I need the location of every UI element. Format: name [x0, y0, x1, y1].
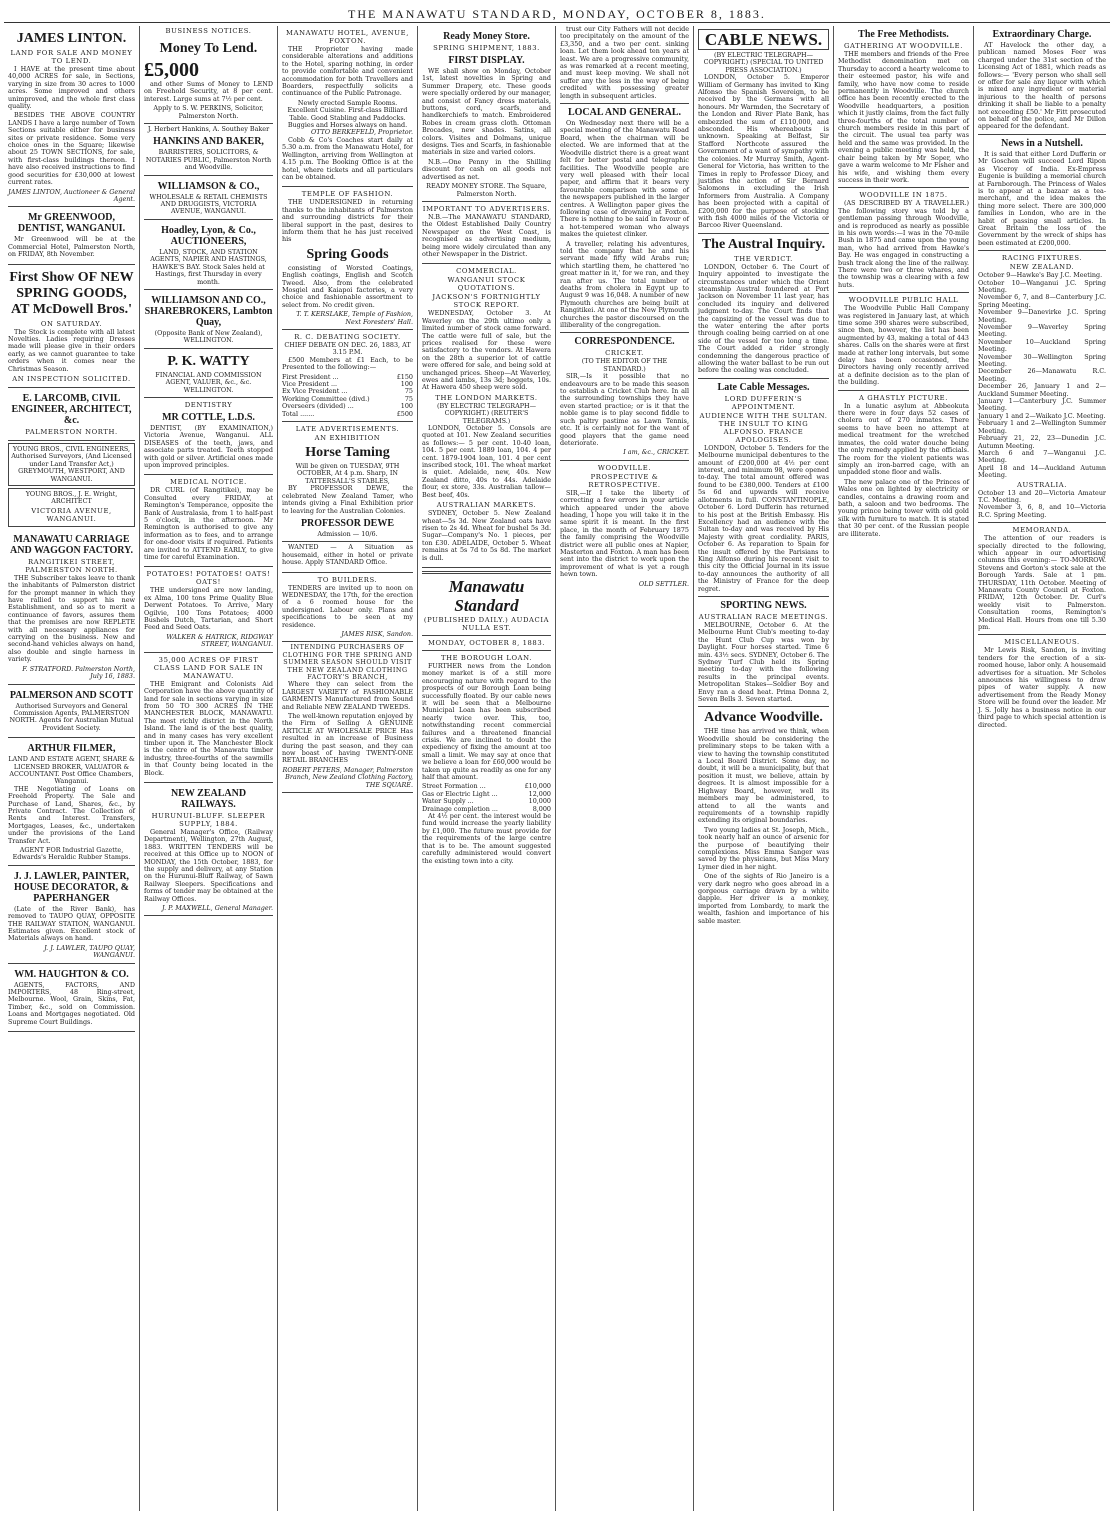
section-body: WEDNESDAY, October 3. At Waverley on the 29th ultimo only a limited number of stock came forward. The cattle were full of sale, but the prices realised for these were satisfactory to the vendors. At Hawera on the 28th a superior lot of cattle were offered for sale, and being sold at unchanged prices. Sheep—At Waverley, ewes and lambs, 13s 3d; hoggets, 10s. At Hawera 450 sheep were sold. [422, 309, 551, 392]
ad-signature: J. P. MAXWELL, General Manager. [162, 904, 273, 913]
ad-name: PROFESSOR DEWE [300, 517, 395, 529]
column-6 [694, 26, 834, 1511]
ad-signature: JAMES LINTON, Auctioneer & General Agent. [8, 187, 135, 203]
ad-subtitle: LAND FOR SALE AND MONEY TO LEND. [10, 49, 133, 65]
ad-signature: JAMES RISK, Sandon. [341, 629, 413, 638]
ad-title: Horse Taming [305, 445, 390, 461]
column-4 [418, 26, 556, 1511]
section-body: THE time has arrived we think, when Woodville should be considering the preliminary steps to be taken with a view to having the township constituted a Local Board District. Some day, no doubt, it will be a municipality, but that position it must, we believe, attain by degrees. It is almost impossible for a Highway Board, however, well its members may be administered, to attend to all the wants and requirements of a township rapidly extending its original boundaries. [698, 727, 829, 825]
loan-table [422, 783, 551, 813]
section-body: MELBOURNE, October 6. At the Melbourne Hunt Club's meeting to-day the Hunt Club Cup was won by Daylight. Four horses started. Time 6 min. 43½ secs. SYDNEY, October 6. The Sydney Turf Club held its Spring meeting to-day with the following results in the principal events. Metropolitan Stakes—Soldier Boy and Envy ran a dead heat. Prima Donna 2, Seven Bells 3. Seven started. [698, 620, 829, 704]
section-title: Late Cable Messages. [717, 381, 810, 393]
ad-haughton [8, 964, 135, 1032]
ad-title: P. K. WATTY [167, 353, 250, 369]
column-8 [974, 26, 1110, 1511]
ad-title: NEW ZEALAND RAILWAYS. [170, 787, 247, 810]
section-subtitle: (BY ELECTRIC TELEGRAPH—COPYRIGHT.) (SPECIAL TO UNITED PRESS ASSOCIATION.) [703, 51, 824, 74]
ad-title: WILLIAMSON AND CO., SHAREBROKERS, Lambton Quay, [144, 294, 273, 328]
race-item: February 21, 22, 23—Dunedin J.C. Autumn Meeting. [978, 434, 1106, 450]
divider [978, 250, 1106, 251]
prize-label: Ex Vice President ... [282, 387, 348, 396]
section-title: Extraordinary Charge. [992, 29, 1092, 40]
ad-temple-of-fashion [282, 187, 413, 330]
ad-debating-society [282, 330, 413, 422]
prize-total: £500 [396, 409, 413, 418]
section-title: WOODVILLE IN 1875. [859, 191, 948, 200]
section-subtitle: NEW ZEALAND. [1009, 263, 1075, 272]
race-list [978, 490, 1106, 520]
prize-label: First President ... [282, 372, 339, 381]
section-body: LONDON, October 5. Emperor William of Germany has invited to King Alfonso the Spanish Sovereign, to be received by the Germans with all honours. Mr Warmden, the Secretary of the London and River Plate Bank, has embezzled the sum of £110,000, and absconded. His whereabouts is unknown. Speaking at Belfast, Sir Stafford Northcote assured the Government of a want of sympathy with the colonies. Mr Murray Smith, Agent-General for Victoria, has written to the Times in reply to Professor Dicey, and justifies the action of Sir Bernard Salomons in excluding the Irish Informers from Australia. A Company has been projected with a capital of £200,000 for the purpose of stocking with fish 4000 miles of the Victoria or Barcoo River Queensland. [698, 73, 829, 230]
column-3 [278, 26, 418, 1511]
section-commercial [422, 264, 551, 568]
ad-body: THE Subscriber takes leave to thank the inhabitants of Palmerston district for the prompt manner in which they have rallied to support his new Establishment, and so as to merit a continuance of favors, assures them that the premises are now REPLETE with all necessary appliances for carrying on the business. New and second-hand vehicles always on hand, also double and single harness in variety. [8, 573, 135, 664]
ad-title: TEMPLE OF FASHION. [301, 190, 394, 199]
section-body: AT Havelock the other day, a publican named Moses Feer was charged under the 31st section of the Licensing Act of 1881, which reads as follows:— 'Every person who shall sell or offer for sale any liquor with which is mixed any ingredient or material injurious to the health of persons drinking it shall be liable to a penalty not exceeding £50.' Mr Fitt prosecuted on behalf of the police, and Mr Dillon appeared for the defendant. [978, 41, 1106, 131]
ad-place: VICTORIA AVENUE, WANGANUI. [31, 506, 112, 523]
section-body: In a lunatic asylum at Abbeokuta there were in four days 52 cases of cholera out of 270 inmates. There seems to have been no attempt at medical treatment for the wretched inmates, the cold water douche being the only remedy applied by the officials. The room for the violent patients was simply an iron-barred cage, with an unpadded stone floor and walls. [838, 401, 969, 477]
section-title: RACING FIXTURES. [1001, 254, 1083, 263]
ad-title: R. C. DEBATING SOCIETY. [294, 333, 401, 341]
race-item: December 26—Manawatu R.C. Meeting. [978, 367, 1106, 383]
column-2 [140, 26, 278, 1511]
section-heading: LORD DUFFERIN'S APPOINTMENT. [724, 394, 803, 411]
ad-heading: INTENDING PURCHASERS OF CLOTHING FOR THE SPRING AND SUMMER SEASON SHOULD VISIT THE NEW ZEALAND CLOTHING FACTORY'S BRANCH, [282, 643, 413, 681]
section-body: Two young ladies at St. Joseph, Mich., took nearly half an ounce of arsenic for the purpose of beautifying their complexions. Miss Emma Sanger was saved by the physicians, but Miss Mary Lymer died in her night. [698, 825, 829, 871]
section-title: WOODVILLE PUBLIC HALL [848, 296, 959, 305]
ad-subtitle: HURUNUI-BLUFF. SLEEPER SUPPLY, 1884. [151, 811, 266, 828]
race-item: November 30—Wellington Spring Meeting. [978, 352, 1106, 369]
section-title: MISCELLANEOUS. [1004, 638, 1080, 647]
section-subtitle: THE VERDICT. [734, 254, 793, 263]
ad-body: LAND, STOCK, AND STATION AGENTS, NAPIER AND HASTINGS, HAWKE'S BAY. Stock Sales held at Hastings, first Thursday in every month. [150, 247, 267, 286]
section-heading: WOODVILLE. [597, 463, 652, 472]
ad-title: MR COTTLE, L.D.S. [162, 411, 255, 423]
section-subtitle: AUDIENCE WITH THE SULTAN. THE INSULT TO KING ALFONSO. FRANCE APOLOGISES. [699, 411, 828, 444]
ad-body: (Late of the River Bank), has removed to TAUPO QUAY, OPPOSITE THE RAILWAY STATION, WANGANUI. Estimates given. Excellent stock of Materials always on hand. [8, 904, 135, 943]
prize-value: 100 [400, 402, 413, 411]
ad-body: Authorised Surveyors and General Commission Agents, PALMERSTON NORTH. Agents for Australian Mutual Provident Society. [9, 701, 134, 732]
ad-title: ARTHUR FILMER, [27, 743, 116, 755]
paper-title: Manawatu Standard [448, 576, 525, 615]
race-item: October 13 and 20—Victoria Amateur T.C. Meeting. [978, 488, 1106, 504]
section-body: (AS DESCRIBED BY A TRAVELLER.) The following story was told by a gentleman passing through Woodville, and is reproduced as nearly as possible in his own words:—I was in the 70-mile Bush in 1875 and came upon the young man, who had arrived from Hawke's Bay. He was engaged in constructing a bush track along the line of the railway. There were two or three whares, and the township was a clearing with a few huts. [838, 199, 969, 289]
prize-label: Vice President ... [282, 380, 338, 389]
ad-place: PALMERSTON NORTH. [25, 427, 118, 436]
ad-admission: Admission — 10/6. [317, 529, 378, 538]
race-item: December 26, January 1 and 2—Auckland Summer Meeting. [978, 382, 1106, 398]
section-body: LONDON, October 6. The Court of Inquiry appointed to investigate the circumstances under which the Orient steamship Austral foundered at Port Jackson on November 11 last year, has concluded its inquiry and delivered judgment to-day. The Court finds that the capsizing of the vessel was due to the water entering the after ports through coaling being carried on at one side of the vessel for too long a time. The Court added a rider strongly condemning the dangerous practice of allowing the water ballast to be run out before the coaling was concluded. [698, 262, 829, 375]
ad-title: J. J. LAWLER, PAINTER, HOUSE DECORATOR, & PAPERHANGER [13, 870, 130, 904]
ad-carriage-factory [8, 529, 135, 685]
ad-body: (Opposite Bank of New Zealand), WELLINGTON. [154, 328, 263, 345]
ad-land-sale [144, 653, 273, 783]
race-item: November 9—Danevirke J.C. Spring Meeting. [978, 308, 1106, 324]
race-item: November 10—Auckland Spring Meeting. [978, 337, 1106, 354]
ad-body: £500 Members at £1 Each, to be Presented to the following:— [282, 355, 413, 372]
loan-label: Drainage completion ... [422, 804, 498, 813]
divider [698, 706, 829, 707]
section-body: LONDON, October 5. Tenders for the Melbourne municipal debentures to the amount of £200,000 at 4½ per cent interest, and minimum 98, were opened to-day. The total amount offered was found to be £380,000. Tenders at £100 5s 6d and upwards will receive allotments in full. CONSTANTINOPLE, October 6. Lord Dufferin has returned to his post at the British Embassy. His Excellency had an audience with the Sultan to-day and was received by His Majesty with great cordiality. PARIS, October 6. As reparation to Spain for the insult offered by the Parisians to King Alfonso during his recent visit to this city the Official Journal in its issue to-day announces the authority of all the Ministry of France for the deep regret. [698, 443, 829, 593]
section-subtitle: (TO THE EDITOR OF THE STANDARD.) [581, 357, 668, 373]
ad-closing: AN INSPECTION SOLICITED. [12, 374, 131, 383]
letter-body: SIR,—If I take the liberty of correcting a few errors in your article which appeared under the above heading, I hope you will take it in the same spirit it is meant. In the first place, in the month of February 1875 the family comprising the Woodville district were all public ones at Napier, Masterton and Foxton. A man has been sent into the district to work upon the improvement of what is yet a rough hewn town. [560, 488, 689, 579]
prize-values [397, 374, 413, 418]
ad-subtitle: LAND AND ESTATE AGENT, SHARE & LICENSED BROKER, VALUATOR & ACCOUNTANT. Post Office Chambers, Wanganui. [8, 755, 135, 786]
prize-labels [282, 374, 370, 418]
ad-title: YOUNG BROS., J. E. Wright, ARCHITECT [25, 490, 118, 506]
loan-label: Gas or Electric Light ... [422, 789, 498, 798]
ad-body: WANTED — A Situation as housemaid, either in hotel or private house. Apply STANDARD Office. [282, 543, 413, 567]
divider [560, 460, 689, 461]
race-item: October 10—Wanganui J.C. Spring Meeting. [978, 278, 1106, 294]
ad-body: WHOLESALE & RETAIL CHEMISTS AND DRUGGISTS, VICTORIA AVENUE, WANGANUI. [149, 192, 268, 216]
ad-body: THE undersigned are now landing, ex Alma, 100 tons Prime Quality Blue Derwent Potatoes. To Arrive, Mary Ogilvie, 100 Tons Potatoes; 4000 Bushels Dutch, Tartarian, and Short Feed and Seed Oats. [144, 586, 273, 632]
section-body: One of the sights of Rio Janeiro is a very dark negro who goes abroad in a gorgeous carriage drawn by a white dapple. Her driver is a monkey, imported from Lombardy, to mark the wealth, fashion and importance of his sable master. [698, 872, 829, 925]
column-5 [556, 26, 694, 1511]
ad-ready-money-store [422, 26, 551, 202]
ad-body: FINANCIAL AND COMMISSION AGENT, VALUER, &c., &c. WELLINGTON. [155, 370, 262, 394]
editorial-title: THE BOROUGH LOAN. [440, 653, 533, 662]
ad-title: YOUNG BROS., CIVIL ENGINEERS, Authorised Surveyors, (And Licensed under Land Transfer Act,) GREYMOUTH, WESTPORT, AND WANGANUI. [11, 444, 132, 483]
section-body: The attention of our readers is specially directed to the following, which appear in our advertising columns this evening:— TO-MORROW. Stevens and Gorton's stock sale at the Borough Yards. Sale at 1 pm. THURSDAY, 11th October. Meeting of Manawatu County Council at Foxton. FRIDAY, 12th October. Dr. Curl's weekly visit to Palmerston. Consultation rooms, Remington's Medical Hall. Hours from one till 5.30 pm. [978, 534, 1106, 632]
ad-subtitle: ON SATURDAY. [40, 319, 103, 328]
ad-body: The Stock is complete with all latest Novelties. Ladies requiring Dresses made will please give in their orders early, as we cannot guarantee to take orders when it comes near the Christmas Season. [8, 327, 135, 373]
ad-heading: AN EXHIBITION [314, 434, 381, 443]
ad-signature: F. STRATFORD. Palmerston North, July 16, 1883. [22, 664, 135, 681]
ad-names: J. Herbert Hankins, A. Southey Baker [147, 125, 270, 134]
race-item: November 9—Waverley Spring Meeting. [978, 323, 1106, 339]
loan-values [525, 783, 551, 813]
ad-hoadley-lyon [144, 220, 273, 290]
ad-nz-railways [144, 783, 273, 916]
editorial-body: FURTHER news from the London money market is of a still more encouraging nature with regard to the prospects of our Borough Loan being successfully floated. By our cable news it will be seen that a Melbourne Municipal Loan has been subscribed nearly twice over. This, too, notwithstanding recent commercial failures and a threatened financial crisis. We are inclined to doubt the expediency of fixing the amount at too small a limit. We may say at once that we believe a loan for £60,000 would be taken up quite as readily as one for any half that amount. [422, 661, 551, 782]
section-heading: JACKSON'S FORTNIGHTLY STOCK REPORT. [432, 293, 541, 310]
ad-greenwood-dentist [8, 207, 135, 264]
ad-body: consisting of Worsted Coatings, English coatings, English and Scotch Tweed. Also, from the celebrated Mosgiel and Kaiapoi factories, a very choice and fashionable assortment to select from. No credit given. [282, 263, 413, 309]
ad-young-bros-engineers [8, 443, 135, 486]
ad-signature: J. J. LAWLER, TAUPO QUAY, WANGANUI. [44, 943, 135, 960]
ad-title: MANAWATU CARRIAGE AND WAGGON FACTORY. [10, 533, 133, 556]
paper-date: MONDAY, OCTOBER 8, 1883. [427, 638, 546, 647]
section-subtitle: WANGANUI STOCK QUOTATIONS. [447, 276, 526, 293]
ad-body: THE UNDERSIGNED in returning thanks to the inhabitants of Palmerston and surrounding districts for their liberal support in the past, desires to inform them that he has just received his [282, 198, 413, 244]
section-title: COMMERCIAL. [456, 267, 517, 276]
ad-agent: AGENT FOR Industrial Gazette, Edwards's Heraldic Rubber Stamps. [12, 846, 131, 862]
prize-value: 100 [400, 380, 413, 389]
divider [978, 522, 1106, 523]
notice-advertisers [422, 202, 551, 264]
race-item: February 1 and 2—Wellington Summer Meeting. [978, 419, 1106, 435]
section-subtitle: AUSTRALIAN RACE MEETINGS. [698, 612, 829, 621]
section-heading: CRICKET. [605, 349, 644, 358]
race-item: January 1—Canterbury J.C. Summer Meeting. [978, 397, 1106, 413]
prize-value: £150 [396, 372, 413, 381]
ad-place: RANGITIKEI STREET, PALMERSTON NORTH. [25, 557, 118, 574]
ad-title: First Show OF NEW SPRING GOODS, AT McDowell Bros.' [9, 269, 134, 317]
editorial-continued: trust our City Fathers will not decide too precipitately on the amount of the £3,350, and a two per cent. sinking loan. Let them look ahead ten years at least. We are a progressive community, as was remarked at a recent meeting, and must keep moving. We shall not suffer any the less in the way of being credited with possessing greater length in subsequent articles. [560, 26, 689, 100]
ad-body: Cobb & Co's Coaches start daily at 5.30 a.m. from the Manawatu Hotel, for Wellington, arriving from Wellington at 4.15 p.m. The Booking Office is at the hotel, where tickets and all particulars can be obtained. [282, 135, 413, 181]
section-body: Mr Lewis Risk, Sandon, is inviting tenders for the erection of a six-roomed house, labor only. A housemaid advertises for a situation. Mr Scholes announces his willingness to draw pipes of water supply. A new advertisement from the Ready Money Store will be found over the leader. Mr J. S. Jolly has a business notice in our third page to which special attention is directed. [978, 646, 1106, 729]
race-item: October 9—Hawke's Bay J.C. Meeting. [978, 271, 1103, 280]
ad-potatoes [144, 567, 273, 652]
letter-body: SIR,—Is it possible that no endeavours are to be made this season to establish a Cricket Club here. In all the surrounding townships they have even started practice; or is it that the noble game is to play second fiddle to such paltry pastime as Lawn Tennis, etc. It is certainly not for the want of good players that the game need deteriorate. [560, 372, 689, 447]
ad-body: THE Proprietor having made considerable alterations and additions to the Hotel, sparing nothing, in order to provide comfortable and convenient accommodation for both Travellers and Boarders, respectfully solicits a continuance of the Public Patronage. [282, 45, 413, 98]
prize-total-label: Total ....... [282, 409, 315, 418]
ad-title: WILLIAMSON & CO., [157, 180, 260, 192]
ad-signature: OTTO BERKEFELD, Proprietor. [310, 128, 413, 137]
ad-hankins-baker [144, 124, 273, 176]
loan-label: Water Supply ... [422, 797, 474, 806]
letter-signature: OLD SETTLER. [638, 579, 689, 588]
ad-subtitle: SPRING SHIPMENT, 1883. [433, 44, 540, 52]
editorial-body: At 4½ per cent. the interest would be fund would increase the yearly liability by £1,000. The future must provide for the requirements of the large centre that is to be. The amount suggested carefully administered would convert the existing town into a city. [422, 812, 551, 865]
ad-title: Money To Lend. [159, 41, 258, 56]
ad-body: I HAVE at the present time about 40,000 ACRES for sale, in Sections, varying in size from 30 acres to 1000 acres. Some improved and others unimproved, and the whole first class quality. [8, 65, 135, 111]
section-heading: BUSINESS NOTICES. [165, 27, 252, 35]
race-item: April 18 and 14—Auckland Autumn Meeting. [978, 463, 1106, 480]
ad-list: Newly erected Sample Rooms. Excellent Cuisine. First-class Billiard Table. Good Stabling and Paddocks. Buggies and Horses always on hand. [287, 98, 408, 130]
notice-body: N.B.—The MANAWATU STANDARD, the Oldest Established Daily Country Newspaper on the West Coast, is recognised as advertising medium, being more widely circulated than any other Newspaper in the District. [422, 212, 551, 258]
divider [698, 378, 829, 379]
editorial [422, 654, 551, 865]
ad-title: HANKINS AND BAKER, [153, 136, 264, 148]
ad-signature: READY MONEY STORE. The Square, Palmerston North. [426, 182, 547, 198]
ad-body: WE shall show on Monday, October 1st, latest novelties in Spring and Summer Drapery, etc. These goods were specially ordered by our manager, and consist of Fancy dress materials, buttons, cord, scarfs, and handkerchiefs to match. Embroidered Robes in cream grass cloth. Ottoman Brocades, new shades. Satins, all colors. Visites and Dolmans, unique designs. Ties and Scarfs, in fashionable materials in size and varied colors. [422, 67, 552, 157]
ad-signature: T. T. KERSLAKE, Temple of Fashion, Next Foresters' Hall. [296, 310, 413, 326]
ad-to-builders [282, 573, 413, 643]
ad-williamson-sharebrokers [144, 290, 273, 349]
divider [422, 571, 551, 574]
ad-title: MANAWATU HOTEL, AVENUE, FOXTON. [286, 29, 409, 45]
ad-body: BESIDES THE ABOVE COUNTRY LANDS I have a large number of Town Sections suitable either for business sites or private residence. Some very choice ones in the Square; likewise about 25 TOWN SECTIONS, for sale, with first-class buildings thereon. I have also received instructions to find good securities for £30,000 at lowest current rates. [8, 111, 135, 187]
section-title: Advance Woodville. [704, 710, 823, 726]
ad-title: WM. HAUGHTON & CO. [14, 968, 129, 980]
ad-body: THE Negotiating of Loans on Freehold Property. The Sale and Purchase of Land, Shares, &c., by Private Contract. The Collection of Rents and Interest. Transfers, Mortgages, Leases, &c., undertaken under the provisions of the Land Transfer Act. [8, 784, 135, 845]
ad-title: JAMES LINTON. [16, 31, 127, 46]
ad-body: DR CURL (of Rangitikei), may be Consulted every FRIDAY, at Remington's Temperance, opposite the Bank of Australasia, from 1 to half-past 5 o'clock, in the afternoon. Mr Remington is authorised to give any information as to fees, and to arrange for one-door visits if required. Patients are invited to ATTEND EARLY, to give time for careful Examination. [144, 486, 273, 562]
section-subtitle: PROSPECTIVE & RETROSPECTIVE. [588, 472, 661, 489]
section-body: The new palace one of the Princes of Wales one on lighted by electricity or candles, contains a drawing room and bath, a saloon and two bedrooms. The young prince being tower with old gold silk with furniture to match. It is stated that 30 per cent. of the Russian people are illiterate. [838, 477, 969, 538]
notice-title: IMPORTANT TO ADVERTISERS. [422, 204, 551, 213]
ad-body: DENTIST, (BY EXAMINATION,) Victoria Avenue, Wanganui. ALL DISEASES of the teeth, jaws, and associate parts treated. Teeth stopped with gold or silver. Artificial ones made upon improved principles. [144, 423, 273, 469]
ad-title: TO BUILDERS. [317, 575, 378, 584]
loan-value: £10,000 [524, 782, 551, 791]
ad-body: THE Emigrant and Colonists Aid Corporation have the above quantity of land for sale in sections varying in size from 50 TO 300 ACRES IN THE MANCHESTER BLOCK, MANAWATU. The most richly district in the North Island. The land is of the best quality, and in many cases has very excellent timber upon it. The Manchester Block is the centre of the Manawatu timber industry, three-fourths of the sawmills in that County being located in the Block. [144, 679, 273, 777]
section-subtitle: AUSTRALIA. [1016, 480, 1068, 489]
race-list [978, 272, 1106, 479]
divider [838, 390, 969, 391]
ad-title: Mr GREENWOOD, DENTIST, WANGANUI. [17, 212, 126, 235]
ad-wanted [282, 542, 413, 572]
ad-title: E. LARCOMB, CIVIL ENGINEER, ARCHITECT, &c. [11, 392, 132, 426]
paper-subtitle: (PUBLISHED DAILY.) AUDACIA NULLA EST. [423, 615, 550, 632]
column-7 [834, 26, 974, 1511]
ad-medical-notice [144, 475, 273, 567]
prize-value: 75 [404, 387, 413, 396]
ad-title: PALMERSON AND SCOTT [9, 689, 134, 701]
ad-clothing-factory [282, 642, 413, 793]
section-body: On Wednesday next there will be a special meeting of the Manawatu Road Board, when the chairman will be elected. We are informed that at the Woodville district there is a great want felt for better postal and telegraphic facilities. The Woodville people are very well pleased with their local paper, and affirm that it bears very favourable comparison with some of the newspapers published in the larger centres. A Wellington paper gives the following case of drowning at Foxton. There is nothing to be said in favour of a hot-tempered woman who always makes the quietest clinker. [560, 119, 689, 239]
race-item: March 6 and 7—Wanganui J.C. Meeting. [978, 448, 1106, 465]
ad-heading: Spring Goods [306, 246, 389, 262]
ad-body: The well-known reputation enjoyed by the Firm of Selling A GENUINE ARTICLE AT WHOLESALE PRICE Has resulted in an increase of Business during the past season, and they can now boast of having TWENTY-ONE RETAIL BRANCHES [282, 712, 413, 765]
ad-arthur-filmer [8, 738, 135, 866]
ad-amount: £5,000 [144, 59, 199, 81]
ad-body: TENDERS are invited up to noon on WEDNESDAY, the 17th, for the erection of a 6 roomed house for the undersigned. Labour only. Plans and specifications to be seen at my residence. [282, 583, 413, 629]
section-body: SYDNEY, October 5. New Zealand wheat—5s 3d. New Zealand oats have risen to 2s 4d. Wheat for bushel 5s 3d. Sugar—Company's No. 1 pieces, per ton £30. ADELAIDE, October 5. Wheat remains at 5s 7d to 5s 8d. The market is dull. [422, 509, 551, 562]
ad-larcomb [8, 388, 135, 441]
divider [978, 134, 1106, 135]
ad-signature: WALKER & HATRICK, RIDGWAY STREET, WANGANUI. [166, 632, 273, 649]
ad-note: N.B.—One Penny in the Shilling discount for cash on all goods not advertised as net. [422, 157, 551, 181]
section-title: MEMORANDA. [1012, 526, 1072, 535]
divider [978, 634, 1106, 635]
ad-body: and other Sums of Money to LEND on Freehold Security, at 8 per cent. interest. Large sums at 7½ per cent. [144, 80, 273, 103]
race-item: November 6, 7, and 8—Canterbury J.C. Spring Meeting. [978, 293, 1106, 309]
race-item: January 1 and 2—Waikato J.C. Meeting. [978, 411, 1106, 420]
ad-williamson-chemists [144, 176, 273, 220]
section-heading: AUSTRALIAN MARKETS. [436, 501, 537, 510]
section-title: CORRESPONDENCE. [574, 336, 675, 348]
section-body: The Woodville Public Hall Company was registered in January last, at which time some 390 shares were subscribed, since then, however, the list has been augmented by 43, making a total of 443 shares. Calls on the shares were at first made at rather long intervals, but some delay has been occasioned, the Directors having only recently arrived at a definite decision as to the plan of the building. [838, 304, 969, 387]
ad-lawler [8, 866, 135, 964]
section-heading: LATE ADVERTISEMENTS. [295, 425, 400, 434]
ad-heading: FIRST DISPLAY. [448, 55, 525, 66]
column-1 [4, 26, 140, 1511]
section-heading: DENTISTRY [184, 400, 233, 409]
ad-date: Will be given on TUESDAY, 9TH OCTOBER, At 4 p.m. Sharp, IN TATTERSALL'S STABLES, [295, 462, 400, 485]
section-body: LONDON, October 5. Consols are quoted at 101. New Zealand securities as follows:— 5 per cent. 10-40 loan, 104. 5 per cent. 1889 loan, 104. 4 per cent. 1879-1904 loan, 101. 4 per cent inscribed stock, 101. The wheat market is quiet. Adelaide, new, 40s. New Zealand ditto, 40s to 44s. Adelaide flour, ex store, 33s. Australian tallow—Best beef, 40s. [422, 424, 551, 499]
ad-heading: CHIEF DEBATE ON DEC. 26, 1883, AT 3.15 P.M. [284, 341, 411, 357]
section-title: SPORTING NEWS. [720, 599, 807, 611]
ad-body: BY PROFESSOR DEWE, the celebrated New Zealand Tamer, who intends giving a Final Exhibition prior to leaving for the Australian Colonies. [282, 484, 413, 515]
ad-cottle-dentist [144, 398, 273, 475]
ad-apply: Apply to S. W. PERKINS, Solicitor, Palmerston North. [153, 104, 264, 120]
section-title: CABLE NEWS. [698, 29, 829, 50]
letter-signature: I am, &c., CRICKET. [623, 448, 689, 457]
ad-horse-taming [282, 422, 413, 542]
loan-label: Street Formation ... [422, 782, 486, 791]
divider [422, 635, 551, 636]
ad-title: Hoadley, Lyon, & Co., AUCTIONEERS, [161, 224, 256, 247]
ad-young-bros-architect [8, 488, 135, 527]
prize-label: Overseers (divided) ... [282, 402, 354, 411]
divider [698, 233, 829, 234]
prize-label: Working Committee (divd.) [282, 394, 370, 403]
section-body: THE members and friends of the Free Methodist denomination met on Thursday to accord a hearty welcome to their esteemed pastor, his wife and family, who have now come to reside permanently in Woodville. The church office has been recently erected to the Woodville headquarters, a position which it justly claims, from the fact fully three-fourths of the total number of church members reside in this part of the circuit. The usual tea party was held and the same was provided. In the evening a public meeting was held, the chair being taken by Mr Soper, who gave a warm welcome to Mr Fisher and his wife, and wishing them every success in their work. [838, 50, 969, 184]
ad-watty [144, 349, 273, 398]
divider [698, 596, 829, 597]
section-title: The Austral Inquiry. [701, 236, 826, 252]
loan-value: 8,000 [532, 804, 551, 813]
section-subtitle: GATHERING AT WOODVILLE. [844, 42, 963, 50]
section-title: A GHASTLY PICTURE. [858, 393, 948, 402]
masthead: THE MANAWATU STANDARD, MONDAY, OCTOBER 8, 1883. [4, 6, 1110, 23]
ad-body: Where they can select from the LARGEST VARIETY of FASHIONABLE GARMENTS Manufactured from Sound and Reliable NEW ZEALAND TWEEDS. [282, 680, 413, 711]
section-title: LOCAL AND GENERAL. [567, 107, 682, 119]
divider [560, 103, 689, 104]
section-title: The Free Methodists. [858, 29, 949, 40]
ad-title: MEDICAL NOTICE. [170, 478, 247, 487]
prize-value: 75 [404, 394, 413, 403]
loan-value: 10,000 [528, 797, 551, 806]
ad-mcdowell-bros [8, 265, 135, 388]
ad-body: Mr Greenwood will be at the Commercial Hotel, Palmerston North, on FRIDAY, 8th November. [8, 235, 135, 259]
divider [422, 650, 551, 651]
ad-body: General Manager's Office, (Railway Department), Wellington, 27th August, 1883. WRITTEN TENDERS will be received at this Office up to NOON of MONDAY, the 15th October, 1883, for the supply and delivery, at any Station on the Hurunui-Bluff Railway, of Sawn Railway Sleepers. Specifications and forms of tender may be obtained at the Railway Offices. [144, 827, 273, 903]
prize-table [282, 374, 413, 418]
section-subtitle: (BY ELECTRIC TELEGRAPH—COPYRIGHT.) (REUTER'S TELEGRAMS.) [437, 401, 536, 425]
ad-title: Ready Money Store. [443, 31, 530, 42]
section-body: A traveller, relating his adventures, told the company that he and his servant made fifty wild Arabs run; which startling them, he chattered 'no great matter in it,' for we ran, and they ran after us. The total number of deaths from cholera in Egypt up to August 9 was 16,048. A number of new Plymouth churches are being built at Rangitikei. At one of the New Plymouth churches the pastor discoursed on the illiberality of the congregation. [560, 239, 689, 330]
divider [838, 292, 969, 293]
ad-signature: ROBERT PETERS, Manager, Palmerston Branch, New Zealand Clothing Factory, THE SQUARE. [282, 765, 413, 789]
ad-body: AGENTS, FACTORS, AND IMPORTERS, 48 Ring-street, Melbourne. Wool, Grain, Skins, Fat, Timber, &c., sold on Commission. Loans and Mortgages negotiated. Old Supreme Court Buildings. [8, 980, 135, 1026]
section-heading: THE LONDON MARKETS. [435, 393, 538, 402]
section-title: News in a Nutshell. [1001, 137, 1083, 149]
race-item: November 3, 6, 8, and 10—Victoria R.C. Spring Meeting. [978, 503, 1106, 519]
ad-manawatu-hotel [282, 26, 413, 187]
divider [560, 332, 689, 333]
ad-money-to-lend [144, 36, 273, 124]
ad-title: POTATOES! POTATOES! OATS! OATS! [146, 570, 271, 587]
ad-james-linton [8, 26, 135, 207]
loan-value: 12,000 [528, 789, 551, 798]
ad-body: BARRISTERS, SOLICITORS, & NOTARIES PUBLIC, Palmerston North and Woodville. [145, 148, 272, 172]
loan-labels [422, 783, 498, 813]
ad-title: 35,000 ACRES OF FIRST CLASS LAND FOR SALE IN MANAWATU. [153, 655, 264, 680]
ad-palmerson-scott [8, 685, 135, 739]
divider [838, 187, 969, 188]
section-body: It is said that either Lord Dufferin or Mr Goschen will succeed Lord Ripon as Viceroy of India. Ex-Empress Eugenie is building a memorial church at Farnborough. The Princess of Wales is to appear at a bazaar as a tea-merchant, and the idea makes the thing more select. There are 300,000 families in London, who are in the habit of passing small articles. In Great Britain the loss of the Government by the wreck of ships has been estimated at £200,000. [978, 149, 1106, 247]
